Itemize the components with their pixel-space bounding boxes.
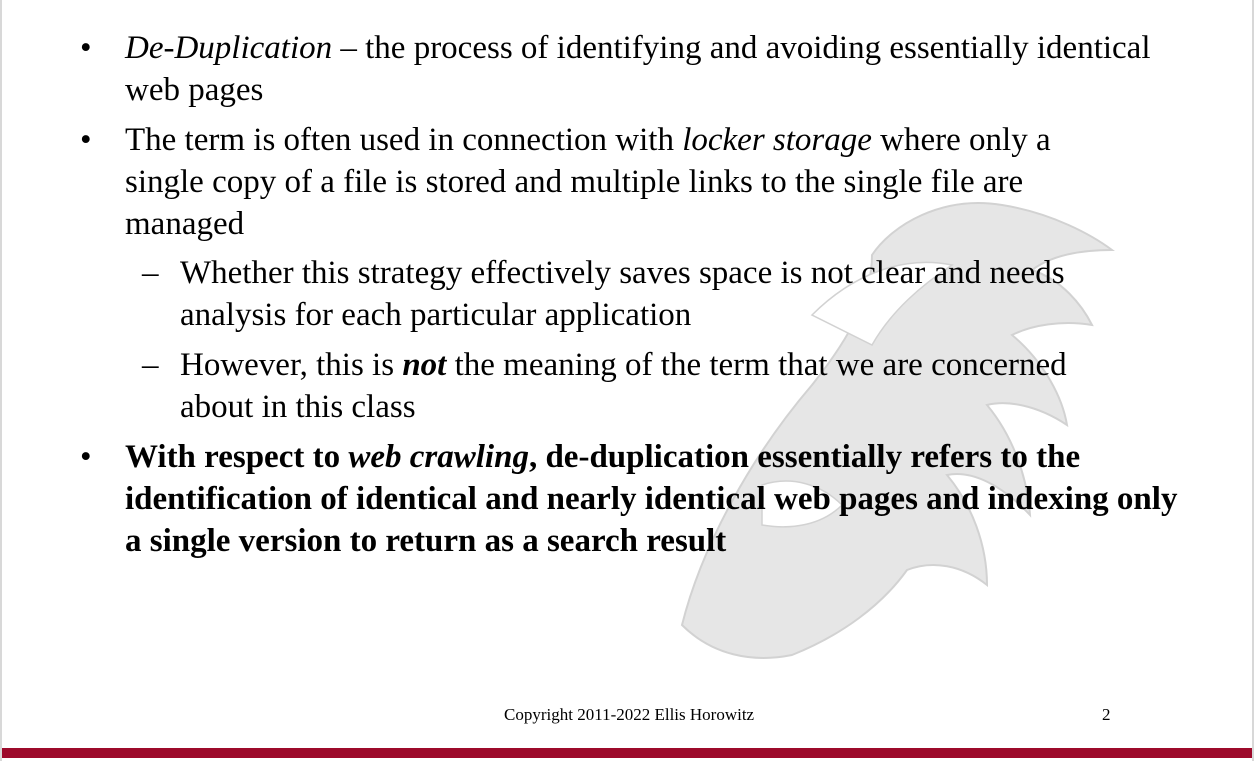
sub-bullet-marker: – xyxy=(142,255,159,291)
bullet-text-bold-italic: not xyxy=(402,347,447,383)
sub-bullet-item-1 xyxy=(180,252,1130,336)
bullet-text: However, this is xyxy=(180,347,403,383)
bullet-text: Whether this strategy effectively saves space is not clear and needs analysis for each particular application xyxy=(180,255,1065,333)
bullet-marker: • xyxy=(80,122,92,158)
bullet-text-italic: locker storage xyxy=(682,122,872,158)
bullet-text: With respect to xyxy=(125,439,349,475)
bullet-text: the meaning of the term that we are concerned about in this class xyxy=(180,347,1067,425)
footer-copyright: Copyright 2011-2022 Ellis Horowitz xyxy=(504,705,755,724)
bullet-marker: • xyxy=(80,439,92,475)
bullet-text: – the process of identifying and avoiding essentially identical web pages xyxy=(125,30,1151,108)
bullet-text-italic: De-Duplication xyxy=(125,30,333,66)
bullet-text: , de-duplication essentially refers to the identification of identical and nearly identical web pages and indexing only a single version to return as a search result xyxy=(125,439,1178,559)
sub-bullet-item-2 xyxy=(180,344,1130,428)
bullet-text: The term is often used in connection with xyxy=(125,122,683,158)
bullet-marker: • xyxy=(80,30,92,66)
sub-bullet-marker: – xyxy=(142,347,159,383)
page-number: 2 xyxy=(1102,705,1111,724)
accent-bar xyxy=(2,748,1254,758)
bullet-text: where only a single copy of a file is stored and multiple links to the single file are managed xyxy=(125,122,1051,242)
bullet-item-2 xyxy=(125,119,1115,245)
bullet-item-1 xyxy=(125,27,1185,111)
bullet-text-italic: web crawling xyxy=(348,439,529,475)
bullet-item-3 xyxy=(125,436,1195,562)
